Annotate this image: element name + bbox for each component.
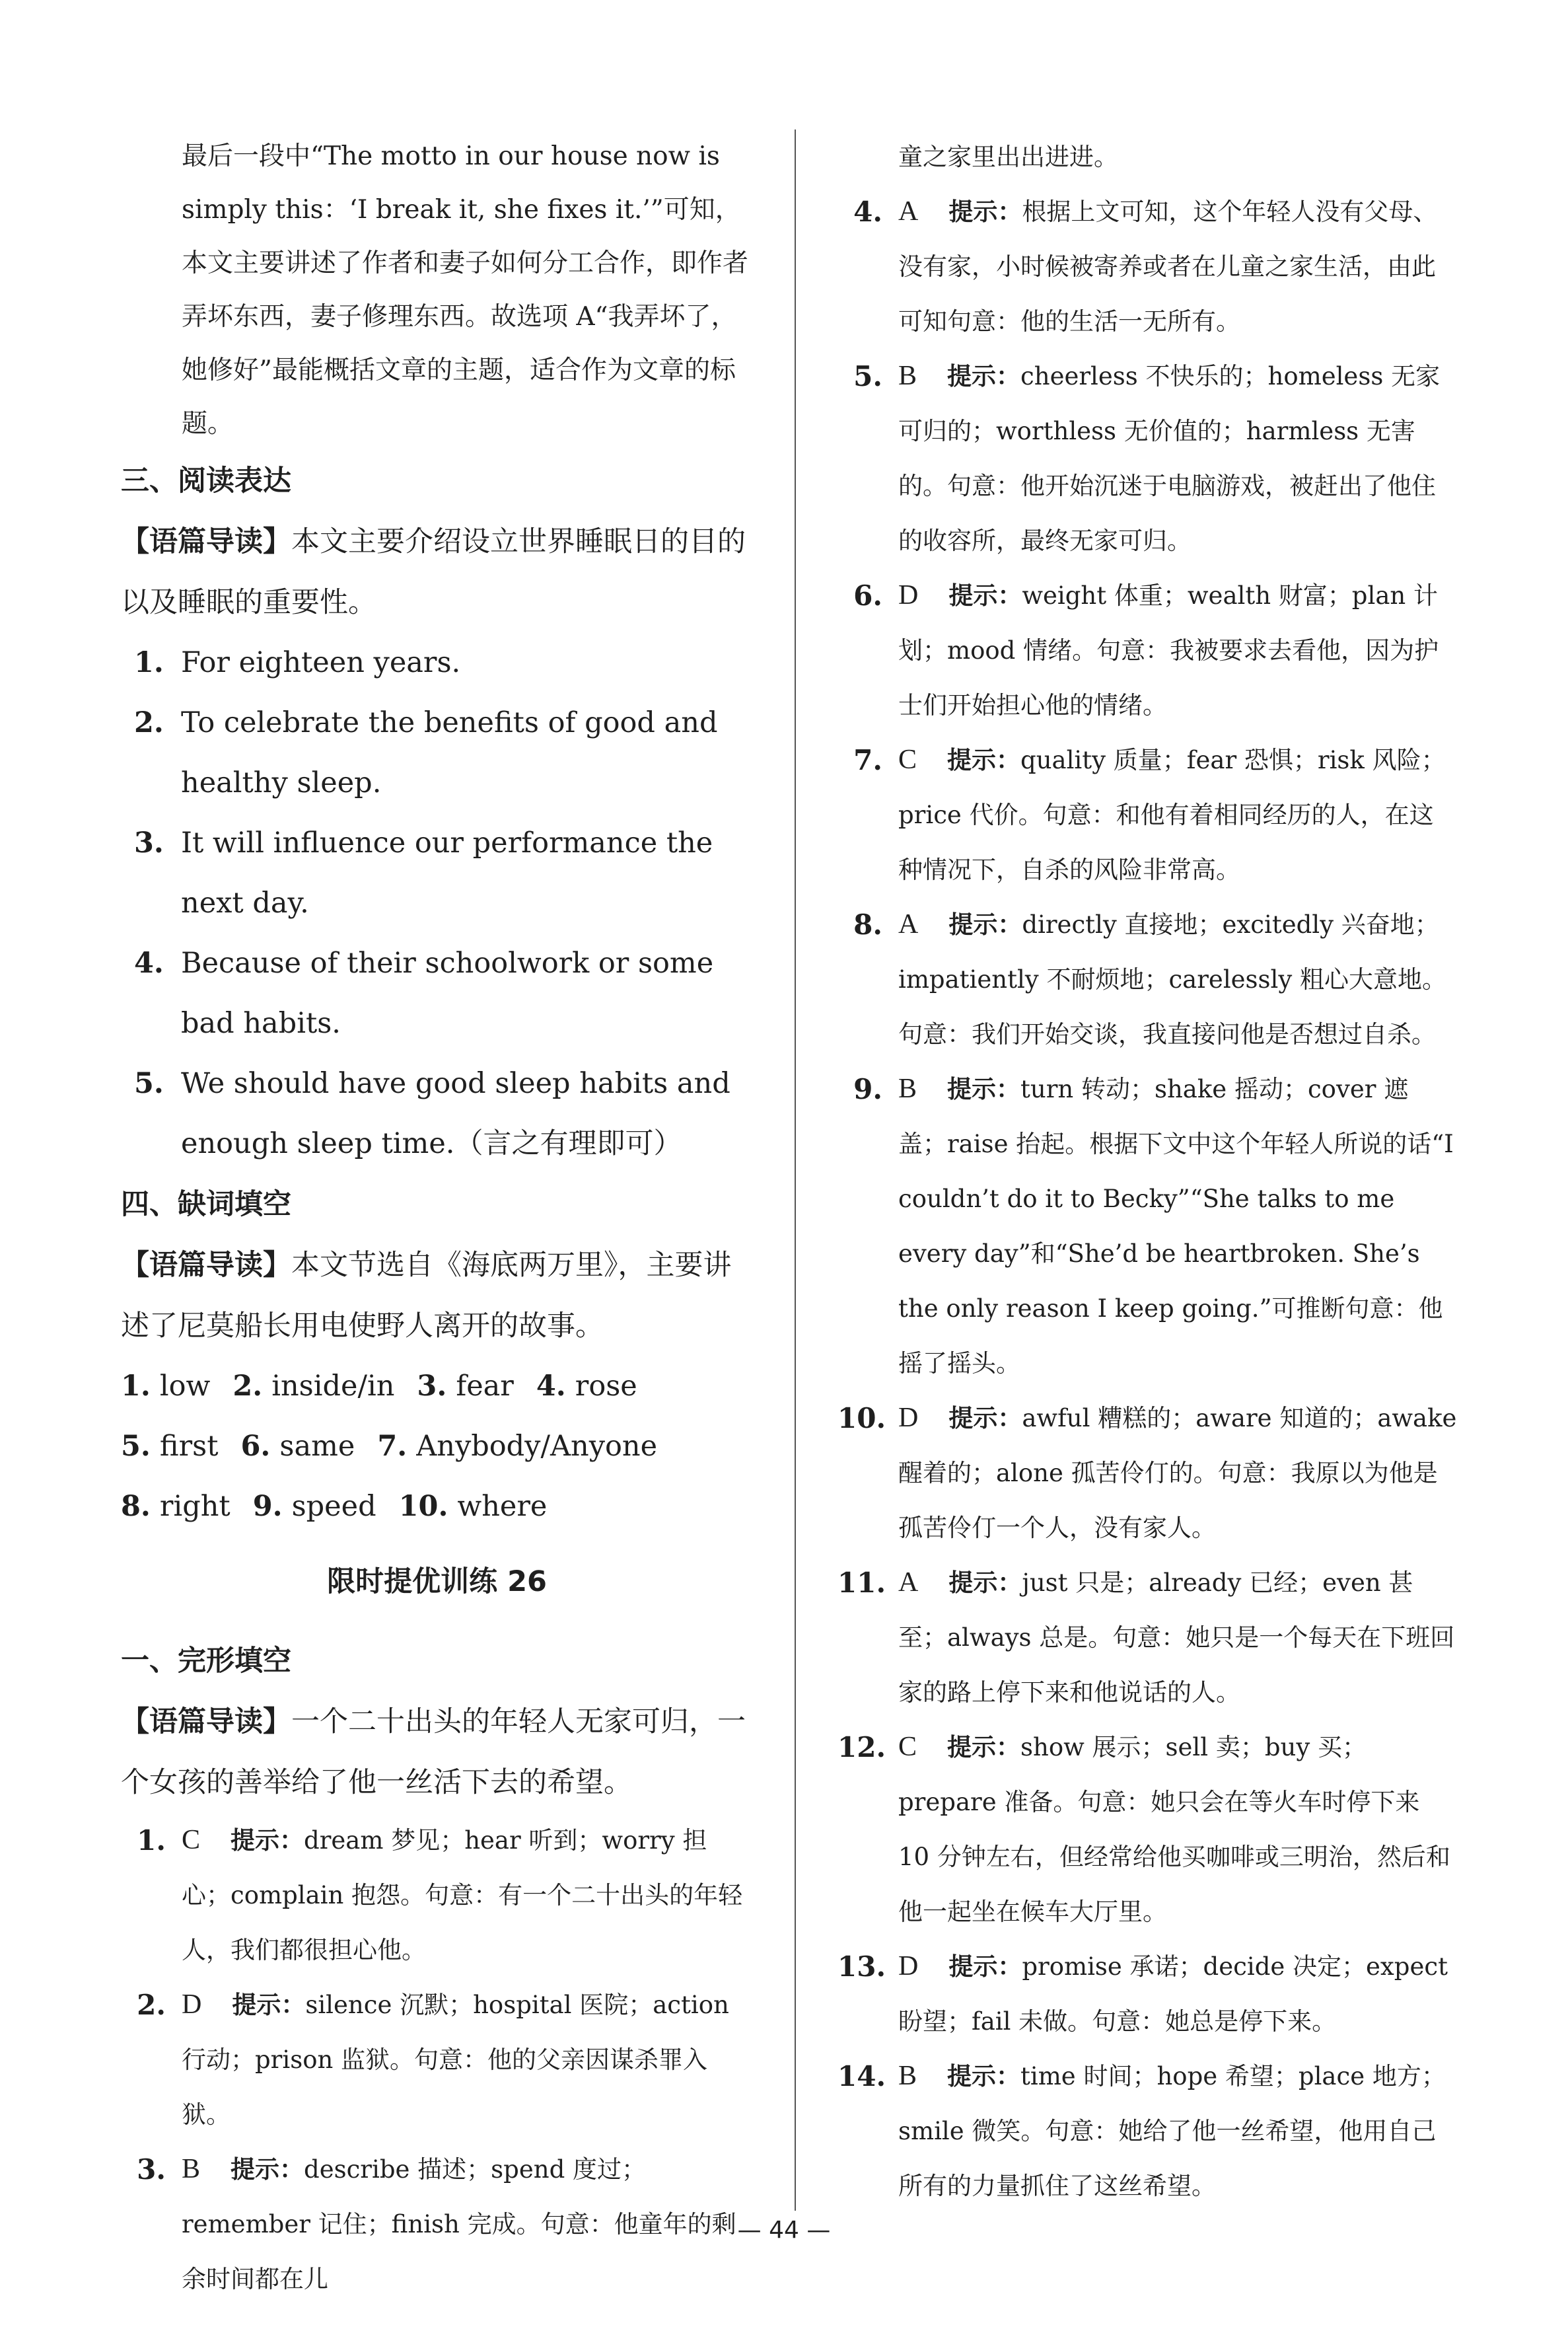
answer-number: 7. xyxy=(377,1430,408,1463)
left-column xyxy=(121,129,753,2307)
question-item xyxy=(837,1391,1457,1555)
hint-label: 提示： xyxy=(948,1568,1022,1597)
question-explanation: quality 质量；fear 恐惧；risk 风险；price 代价。句意：和他有着相同经历的人，在这种情况下，自杀的风险非常高。 xyxy=(898,746,1446,884)
guide-text: 本文节选自《海底两万里》，主要讲述了尼莫船长用电使野人离开的故事。 xyxy=(121,1249,732,1343)
word-answer xyxy=(536,1356,637,1417)
hint-label: 提示： xyxy=(948,581,1022,610)
intro-paragraph: 最后一段中“The motto in our house now is simply this：‘I break it, she fixes it.’”可知，本文主要讲述了作者和妻子如何分工合作，即作者弄坏东西，妻子修理东西。故选项 A“我弄坏了，她修好”最能概括文章的主题，适合作为文章的标题。 xyxy=(182,141,749,439)
section-heading-reading-expression: 三、阅读表达 xyxy=(121,464,291,498)
word-answer xyxy=(417,1356,513,1417)
column-divider xyxy=(795,129,796,2211)
hint-label: 提示： xyxy=(947,362,1021,390)
question-number: 2. xyxy=(137,1989,166,2021)
answer-word: same xyxy=(279,1430,355,1463)
question-item xyxy=(121,1813,753,1977)
hint-label: 提示： xyxy=(947,746,1021,774)
word-answer xyxy=(377,1417,657,1477)
answer-number: 1. xyxy=(121,1370,151,1403)
passage-guide-word-fill xyxy=(121,1235,753,1356)
answer-letter: B xyxy=(898,361,917,391)
question-number: 11. xyxy=(837,1567,886,1599)
hint-label: 提示： xyxy=(948,198,1022,226)
hint-label: 提示： xyxy=(947,1733,1021,1761)
item-number: 5. xyxy=(134,1067,164,1100)
answer-number: 9. xyxy=(252,1490,283,1523)
guide-label: 【语篇导读】 xyxy=(121,1705,291,1738)
item-number: 2. xyxy=(134,706,164,739)
answer-item xyxy=(121,934,753,1054)
answer-word: fear xyxy=(456,1370,514,1403)
answer-word: first xyxy=(159,1430,219,1463)
answer-number: 8. xyxy=(121,1490,151,1523)
item-text: We should have good sleep habits and enough sleep time.（言之有理即可） xyxy=(181,1067,731,1160)
answer-number: 2. xyxy=(232,1370,263,1403)
question-explanation: promise 承诺；decide 决定；expect 盼望；fail 未做。句意：她总是停下来。 xyxy=(898,1952,1448,2036)
question-explanation: silence 沉默；hospital 医院；action 行动；prison 监狱。句意：他的父亲因谋杀罪入狱。 xyxy=(182,1991,729,2129)
section-heading-cloze: 一、完形填空 xyxy=(121,1644,291,1678)
guide-label: 【语篇导读】 xyxy=(121,1249,291,1282)
hint-label: 提示： xyxy=(947,2062,1021,2090)
question-number: 4. xyxy=(853,196,882,228)
answer-word: right xyxy=(159,1490,231,1523)
reading-answers-list xyxy=(121,633,753,1174)
question-number: 12. xyxy=(837,1731,886,1763)
question-item xyxy=(837,1555,1457,1720)
answer-item xyxy=(121,813,753,934)
section-heading-word-fill: 四、缺词填空 xyxy=(121,1188,291,1221)
answer-letter: D xyxy=(898,580,919,610)
question-item xyxy=(837,2049,1457,2213)
question-item xyxy=(837,733,1457,897)
question-explanation: describe 描述；spend 度过；remember 记住；finish 完成。句意：他童年的剩余时间都在儿 xyxy=(182,2155,736,2293)
cloze-answers-right xyxy=(837,184,1457,2213)
answer-number: 6. xyxy=(240,1430,271,1463)
question-explanation: 根据上文可知，这个年轻人没有父母、没有家，小时候被寄养或者在儿童之家生活，由此可知句意：他的生活一无所有。 xyxy=(898,198,1438,336)
answer-letter: D xyxy=(898,1403,919,1433)
question-explanation: weight 体重；wealth 财富；plan 计划；mood 情绪。句意：我被要求去看他，因为护士们开始担心他的情绪。 xyxy=(898,581,1439,720)
hint-label: 提示： xyxy=(948,910,1022,939)
answer-letter: B xyxy=(182,2154,201,2184)
passage-guide-cloze xyxy=(121,1691,753,1813)
hint-label: 提示： xyxy=(231,1826,304,1855)
item-text: It will influence our performance the next day. xyxy=(181,827,713,920)
question-item xyxy=(837,349,1457,568)
hint-label: 提示： xyxy=(947,1075,1021,1103)
answer-number: 5. xyxy=(121,1430,151,1463)
word-answer xyxy=(121,1477,231,1537)
answer-item xyxy=(121,1054,753,1174)
question-number: 7. xyxy=(853,744,882,776)
question-number: 5. xyxy=(853,360,882,392)
question-number: 10. xyxy=(837,1402,886,1434)
question-explanation: show 展示；sell 卖；buy 买；prepare 准备。句意：她只会在等火车时停下来 10 分钟左右，但经常给他买咖啡或三明治，然后和他一起坐在候车大厅里。 xyxy=(898,1733,1450,1926)
question-explanation: dream 梦见；hear 听到；worry 担心；complain 抱怨。句意：有一个二十出头的年轻人，我们都很担心他。 xyxy=(182,1826,743,1964)
question-number: 6. xyxy=(853,579,882,612)
question-item xyxy=(121,1977,753,2142)
item-text: To celebrate the benefits of good and healthy sleep. xyxy=(181,706,718,799)
passage-guide-reading xyxy=(121,511,753,633)
question-number: 14. xyxy=(837,2060,886,2092)
answer-number: 10. xyxy=(398,1490,448,1523)
answer-letter: C xyxy=(898,745,917,775)
page-number: — 44 — xyxy=(737,2217,831,2244)
answer-item xyxy=(121,693,753,813)
answer-word: speed xyxy=(291,1490,376,1523)
answer-word: where xyxy=(457,1490,548,1523)
question-number: 9. xyxy=(853,1073,882,1105)
answer-letter: B xyxy=(898,1074,917,1104)
item-number: 3. xyxy=(134,827,164,860)
answer-word: Anybody/Anyone xyxy=(416,1430,658,1463)
word-fill-answers xyxy=(121,1356,753,1537)
hint-label: 提示： xyxy=(948,1404,1022,1432)
answer-word: inside/in xyxy=(271,1370,395,1403)
hint-label: 提示： xyxy=(232,1991,306,2019)
right-column xyxy=(837,129,1457,2213)
question-item xyxy=(837,1062,1457,1391)
answer-letter: B xyxy=(898,2061,917,2091)
item-text: For eighteen years. xyxy=(181,646,461,679)
word-answer xyxy=(121,1417,218,1477)
question-item xyxy=(837,184,1457,349)
item-number: 4. xyxy=(134,947,164,980)
question-number: 13. xyxy=(837,1950,886,1983)
question-explanation: cheerless 不快乐的；homeless 无家可归的；worthless 无价值的；harmless 无害的。句意：他开始沉迷于电脑游戏，被赶出了他住的收容所，最终无家可归。 xyxy=(898,362,1441,555)
word-answer xyxy=(232,1356,394,1417)
word-answer xyxy=(240,1417,355,1477)
answer-number: 3. xyxy=(417,1370,447,1403)
question-number: 3. xyxy=(137,2153,166,2186)
question-number: 8. xyxy=(853,908,882,941)
answer-letter: A xyxy=(898,909,919,940)
answer-word: rose xyxy=(575,1370,637,1403)
answer-item xyxy=(121,633,753,693)
answer-letter: A xyxy=(898,196,919,227)
question-explanation: directly 直接地；excitedly 兴奋地；impatiently 不耐烦地；carelessly 粗心大意地。句意：我们开始交谈，我直接问他是否想过自杀。 xyxy=(898,910,1447,1049)
word-answer xyxy=(253,1477,376,1537)
guide-text: 一个二十出头的年轻人无家可归，一个女孩的善举给了他一丝活下去的希望。 xyxy=(121,1705,746,1799)
question-item xyxy=(837,897,1457,1062)
question-item xyxy=(837,568,1457,733)
question-item xyxy=(837,1720,1457,1939)
question-item xyxy=(837,1939,1457,2049)
question-explanation: just 只是；already 已经；even 甚至；always 总是。句意：她只是一个每天在下班回家的路上停下来和他说话的人。 xyxy=(898,1568,1455,1707)
continued-text: 童之家里出出进进。 xyxy=(898,143,1118,171)
answer-word: low xyxy=(159,1370,211,1403)
guide-label: 【语篇导读】 xyxy=(121,525,291,558)
answer-letter: D xyxy=(898,1951,919,1981)
hint-label: 提示： xyxy=(231,2155,304,2184)
hint-label: 提示： xyxy=(948,1952,1022,1981)
word-answer xyxy=(399,1477,548,1537)
guide-text: 本文主要介绍设立世界睡眠日的目的以及睡眠的重要性。 xyxy=(121,525,746,619)
item-text: Because of their schoolwork or some bad habits. xyxy=(181,947,714,1040)
question-explanation: awful 糟糕的；aware 知道的；awake 醒着的；alone 孤苦伶仃的。句意：我原以为他是孤苦伶仃一个人，没有家人。 xyxy=(898,1404,1457,1542)
answer-letter: D xyxy=(182,1989,202,2020)
answer-number: 4. xyxy=(536,1370,566,1403)
item-number: 1. xyxy=(134,646,164,679)
training-title: 限时提优训练 26 xyxy=(327,1565,547,1598)
question-explanation: time 时间；hope 希望；place 地方；smile 微笑。句意：她给了他一丝希望，他用自己所有的力量抓住了这丝希望。 xyxy=(898,2062,1446,2200)
word-answer xyxy=(121,1356,210,1417)
question-explanation: turn 转动；shake 摇动；cover 遮盖；raise 抬起。根据下文中这个年轻人所说的话“I couldn’t do it to Becky”“She talks to me every day”和“She’d be heartbroken. She’s the only reason I keep going.”可推断句意：他摇了摇头。 xyxy=(898,1075,1454,1378)
answer-letter: C xyxy=(182,1825,201,1855)
answer-letter: C xyxy=(898,1732,917,1762)
question-number: 1. xyxy=(137,1824,166,1857)
answer-letter: A xyxy=(898,1567,919,1598)
